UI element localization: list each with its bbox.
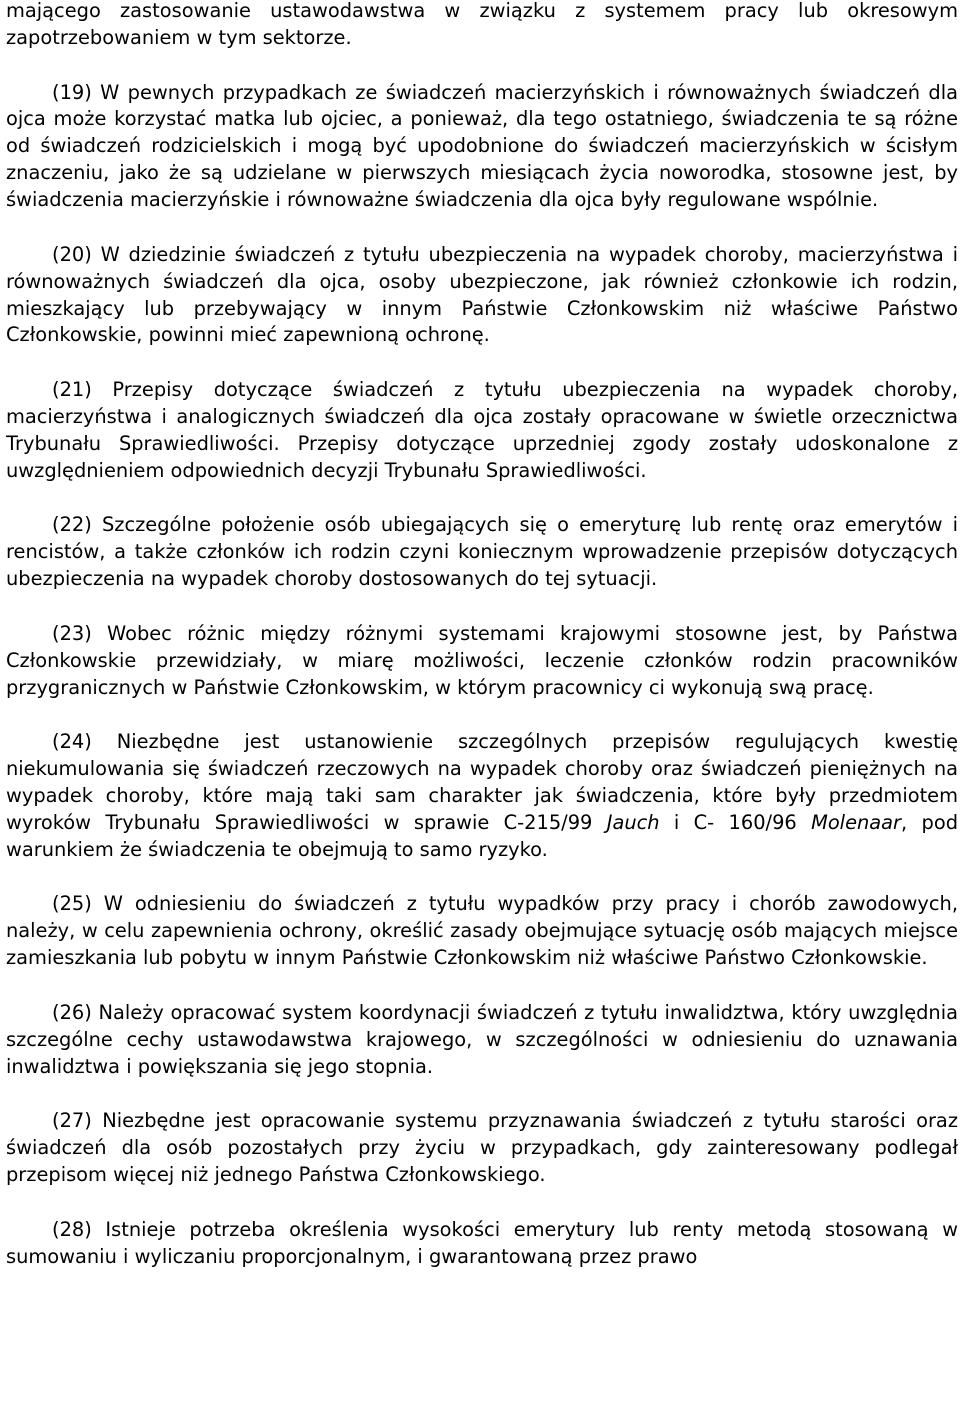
recital-27: (27) Niezbędne jest opracowanie systemu przyznawania świadczeń z tytułu starości oraz świadczeń dla osób pozostałych przy życiu w przypadkach, gdy zainteresowany podlegał przepisom więcej niż jednego Państwa Członkowskiego. [6, 1109, 958, 1186]
paragraph-continuation: mającego zastosowanie ustawodawstwa w związku z systemem pracy lub okresowym zapotrzebowaniem w tym sektorze. [6, 0, 958, 49]
case-name-molenaar: Molenaar [811, 810, 902, 834]
recital-22: (22) Szczególne położenie osób ubiegających się o emeryturę lub rentę oraz emerytów i rencistów, a także członków ich rodzin czyni koniecznym wprowadzenie przepisów dotyczących ubezpieczenia na wypadek choroby dostosowanych do tej sytuacji. [6, 513, 958, 591]
recital-24-text-before: (24) Niezbędne jest ustanowienie szczególnych przepisów regulujących kwestię niekumulowania się świadczeń rzeczowych na wypadek choroby oraz świadczeń pieniężnych na wypadek choroby, które mają taki sam charakter jak świadczenia, które były przedmiotem wyroków Trybunału Sprawiedliwości w sprawie C-215/99 [6, 730, 958, 834]
recital-26: (26) Należy opracować system koordynacji świadczeń z tytułu inwalidztwa, który uwzględnia szczególne cechy ustawodawstwa krajowego, w szczególności w odniesieniu do uznawania inwalidztwa i powiększania się jego stopnia. [6, 1000, 958, 1078]
recital-28: (28) Istnieje potrzeba określenia wysokości emerytury lub renty metodą stosowaną w sumowaniu i wyliczaniu proporcjonalnym, i gwarantowaną przez prawo [6, 1217, 958, 1268]
recital-23: (23) Wobec różnic między różnymi systemami krajowymi stosowne jest, by Państwa Członkowskie przewidziały, w miarę możliwości, leczenie członków rodzin pracowników przygranicznych w Państwie Członkowskim, w którym pracownicy ci wykonują swą pracę. [6, 621, 958, 699]
recital-21: (21) Przepisy dotyczące świadczeń z tytułu ubezpieczenia na wypadek choroby, macierzyństwa i analogicznych świadczeń dla ojca zostały opracowane w świetle orzecznictwa Trybunału Sprawiedliwości. Przepisy dotyczące uprzedniej zgody zostały udoskonalone z uwzględnieniem odpowiednich decyzji Trybunału Sprawiedliwości. [6, 378, 958, 482]
recital-24-text-middle: i C- 160/96 [659, 810, 812, 834]
recital-24-text-after: , pod warunkiem że świadczenia te obejmują to samo ryzyko. [6, 810, 959, 861]
document-page [6, 0, 958, 1298]
recital-19: (19) W pewnych przypadkach ze świadczeń macierzyńskich i równoważnych świadczeń dla ojca może korzystać matka lub ojciec, a ponieważ, dla tego ostatniego, świadczenia te są różne od świadczeń rodzicielskich i mogą być upodobnione do świadczeń macierzyńskich w ścisłym znaczeniu, jako że są udzielane w pierwszych miesiącach życia noworodka, stosowne jest, by świadczenia macierzyńskie i równoważne świadczenia dla ojca były regulowane wspólnie. [6, 80, 958, 212]
recital-25: (25) W odniesieniu do świadczeń z tytułu wypadków przy pracy i chorób zawodowych, należy, w celu zapewnienia ochrony, określić zasady obejmujące sytuację osób mających miejsce zamieszkania lub pobytu w innym Państwie Członkowskim niż właściwe Państwo Członkowskie. [6, 892, 958, 970]
case-name-jauch: Jauch [606, 810, 660, 834]
recital-20: (20) W dziedzinie świadczeń z tytułu ubezpieczenia na wypadek choroby, macierzyństwa i równoważnych świadczeń dla ojca, osoby ubezpieczone, jak również członkowie ich rodzin, mieszkający lub przebywający w innym Państwie Członkowskim niż właściwe Państwo Członkowskie, powinni mieć zapewnioną ochronę. [6, 242, 958, 347]
recital-24 [6, 729, 958, 864]
